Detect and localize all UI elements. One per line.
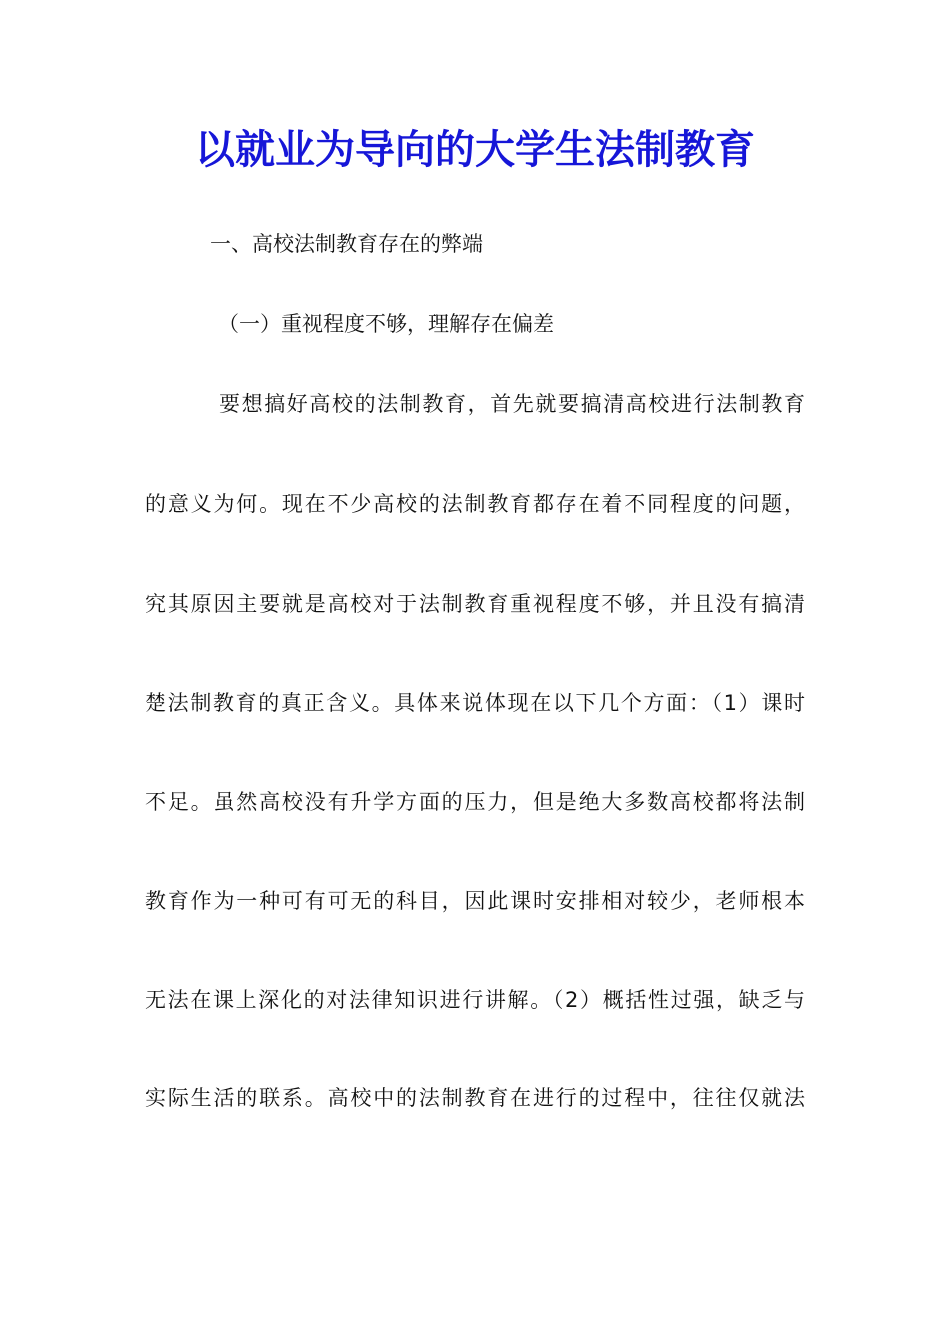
paragraph-line: 楚法制教育的真正含义。具体来说体现在以下几个方面：（1）课时: [145, 691, 805, 715]
paragraph-line: 的意义为何。现在不少高校的法制教育都存在着不同程度的问题，: [145, 492, 805, 516]
paragraph-line: 不足。虽然高校没有升学方面的压力，但是绝大多数高校都将法制: [145, 790, 805, 814]
section-heading: 一、高校法制教育存在的弊端: [210, 232, 483, 256]
subsection-heading: （一）重视程度不够，理解存在偏差: [218, 312, 554, 336]
body-paragraph: [145, 389, 805, 1129]
paragraph-line: 实际生活的联系。高校中的法制教育在进行的过程中，往往仅就法: [145, 1086, 805, 1110]
paragraph-line: 究其原因主要就是高校对于法制教育重视程度不够，并且没有搞清: [145, 592, 805, 616]
document-title: 以就业为导向的大学生法制教育: [195, 126, 755, 173]
paragraph-line: 要想搞好高校的法制教育，首先就要搞清高校进行法制教育: [219, 392, 805, 416]
paragraph-line: 无法在课上深化的对法律知识进行讲解。（2）概括性过强，缺乏与: [145, 988, 805, 1012]
paragraph-line: 教育作为一种可有可无的科目，因此课时安排相对较少，老师根本: [145, 889, 805, 913]
